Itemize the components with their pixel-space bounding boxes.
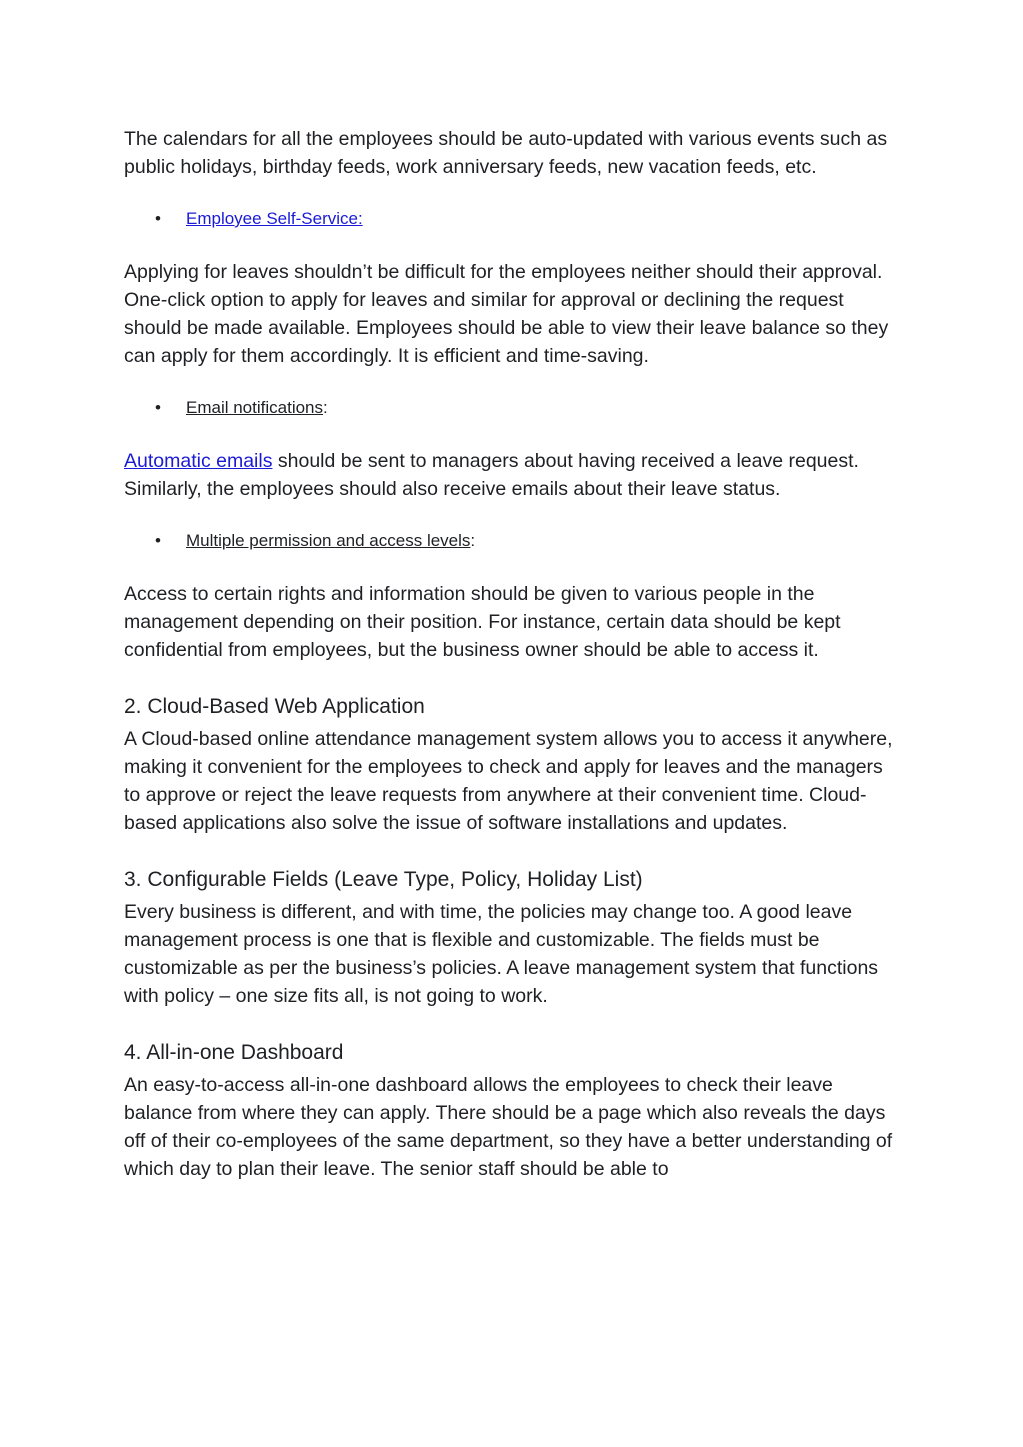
section-paragraph-configurable: Every business is different, and with time, the policies may change too. A good leave management process is one that is flexible and customizable. The fields must be customizable as per the business’s policies. A leave management system that functions with policy – one size fits all, is not going to work. <box>124 901 884 1007</box>
employee-self-service-link[interactable]: Employee Self-Service: <box>186 209 363 228</box>
document-page <box>124 125 904 1183</box>
email-paragraph <box>124 447 904 503</box>
bullet-dot-icon: • <box>155 398 161 417</box>
section-heading-cloud: 2. Cloud-Based Web Application <box>124 695 425 718</box>
email-paragraph-text: should be sent to managers about having received a leave request. Similarly, the employees should also receive emails about their leave status. <box>124 450 865 500</box>
section-paragraph-cloud: A Cloud-based online attendance management system allows you to access it anywhere, making it convenient for the employees to check and apply for leaves and the managers to approve or reject the leave requests from anywhere at their convenient time. Cloud-based applications also solve the issue of software installations and updates. <box>124 728 898 834</box>
bullet-suffix: : <box>470 531 476 550</box>
bullet-dot-icon: • <box>155 531 161 550</box>
permission-levels-link[interactable]: Multiple permission and access levels <box>186 531 471 550</box>
bullet-employee-self-service <box>124 207 904 231</box>
section-heading-configurable: 3. Configurable Fields (Leave Type, Policy, Holiday List) <box>124 868 643 891</box>
permissions-paragraph: Access to certain rights and information should be given to various people in the management depending on their position. For instance, certain data should be kept confidential from employees, but the business owner should be able to access it. <box>124 583 846 661</box>
bullet-dot-icon: • <box>155 209 161 228</box>
automatic-emails-link[interactable]: Automatic emails <box>124 450 273 472</box>
bullet-email-notifications <box>124 396 904 420</box>
section-heading-dashboard: 4. All-in-one Dashboard <box>124 1041 344 1064</box>
intro-paragraph: The calendars for all the employees should be auto-updated with various events such as public holidays, birthday feeds, work anniversary feeds, new vacation feeds, etc. <box>124 128 893 178</box>
self-service-paragraph: Applying for leaves shouldn’t be difficult for the employees neither should their approval. One-click option to apply for leaves and similar for approval or declining the request should be made available. Employees should be able to view their leave balance so they can apply for them accordingly. It is efficient and time-saving. <box>124 261 894 367</box>
section-paragraph-dashboard: An easy-to-access all-in-one dashboard allows the employees to check their leave balance from where they can apply. There should be a page which also reveals the days off of their co-employees of the same department, so they have a better understanding of which day to plan their leave. The senior staff should be able to <box>124 1074 898 1180</box>
bullet-permission-levels <box>124 529 904 553</box>
email-notifications-link[interactable]: Email notifications <box>186 398 324 417</box>
bullet-suffix: : <box>323 398 328 417</box>
